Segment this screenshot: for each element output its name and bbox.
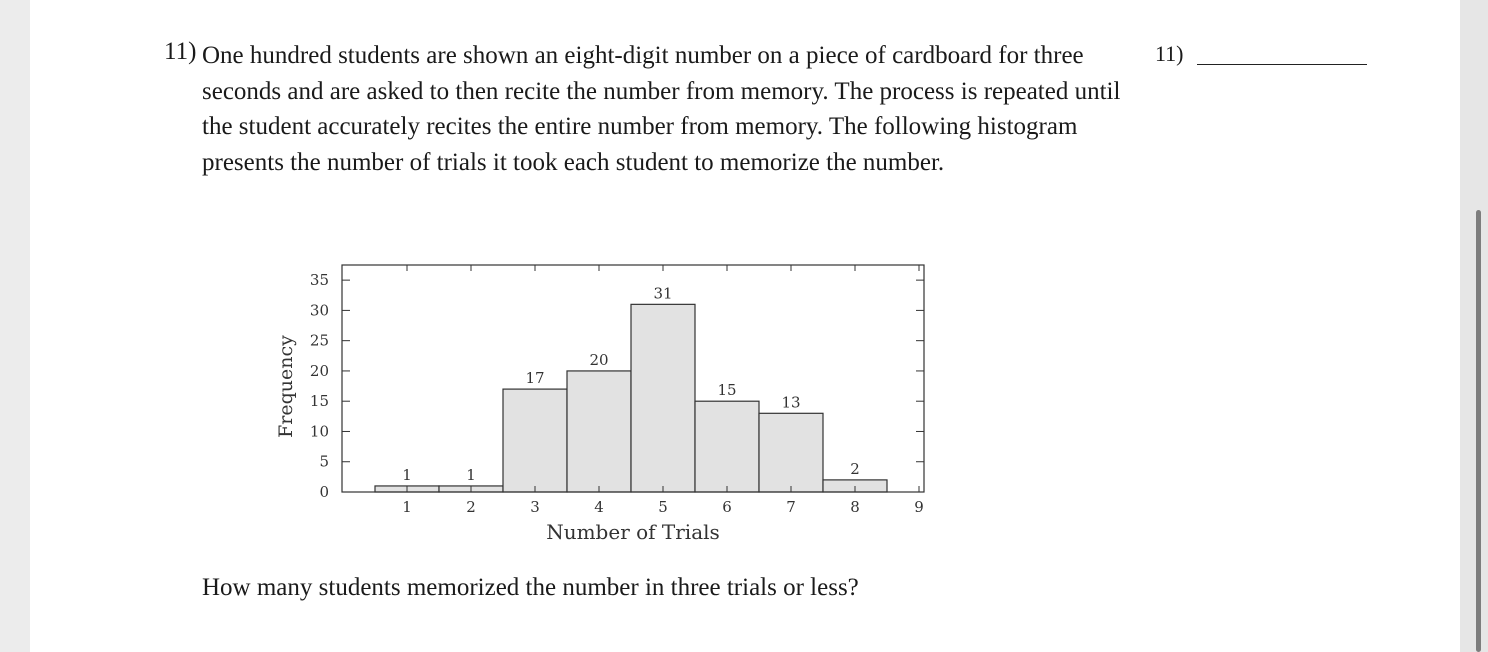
y-tick-label: 5 [319,452,329,471]
x-tick-label: 7 [786,498,796,516]
y-tick-label: 20 [309,361,329,380]
bar-value-label: 1 [466,465,476,484]
histogram-chart [270,250,940,550]
bar-value-label: 2 [850,459,860,478]
y-tick-label: 25 [309,331,329,350]
bar-value-label: 31 [653,284,673,303]
x-tick-label: 3 [530,498,540,516]
question-text: One hundred students are shown an eight-digit number on a piece of cardboard for three seconds and are asked to then recite the number from memory. The process is repeated until the student accurately recites the entire number from memory. The following histogram presents the number of trials it took each student to memorize the number. [202,42,1121,176]
y-axis-label: Frequency [275,335,297,438]
x-tick-label: 9 [914,498,924,516]
x-tick-label: 2 [466,498,476,516]
bars-group [375,304,887,492]
y-tick-label: 35 [309,271,329,290]
bar-6 [695,401,759,492]
y-tick-label: 10 [309,422,329,441]
y-tick-label: 0 [319,483,329,501]
bar-4 [567,371,631,492]
x-tick-label: 4 [594,498,604,516]
y-tick-label: 15 [309,392,329,411]
x-tick-label: 5 [658,498,668,516]
question-prompt: How many students memorized the number in three trials or less? [202,574,859,601]
bar-5 [631,304,695,492]
bar-value-label: 15 [717,381,737,400]
bar-value-label: 20 [589,350,609,369]
x-tick-label: 1 [402,498,412,516]
x-axis-label: Number of Trials [546,520,720,544]
page-gutter [1460,0,1488,652]
question-number: 11) [164,38,197,65]
bar-value-label: 17 [525,369,545,388]
bar-value-label: 1 [402,465,412,484]
answer-label: 11) [1155,41,1184,66]
bar-value-label: 13 [781,393,801,412]
x-tick-label: 6 [722,498,732,516]
x-tick-label: 8 [850,498,860,516]
y-tick-label: 30 [309,301,329,320]
scrollbar[interactable] [1476,210,1481,652]
bar-7 [759,413,823,492]
bar-3 [503,389,567,492]
answer-blank[interactable] [1197,64,1367,65]
